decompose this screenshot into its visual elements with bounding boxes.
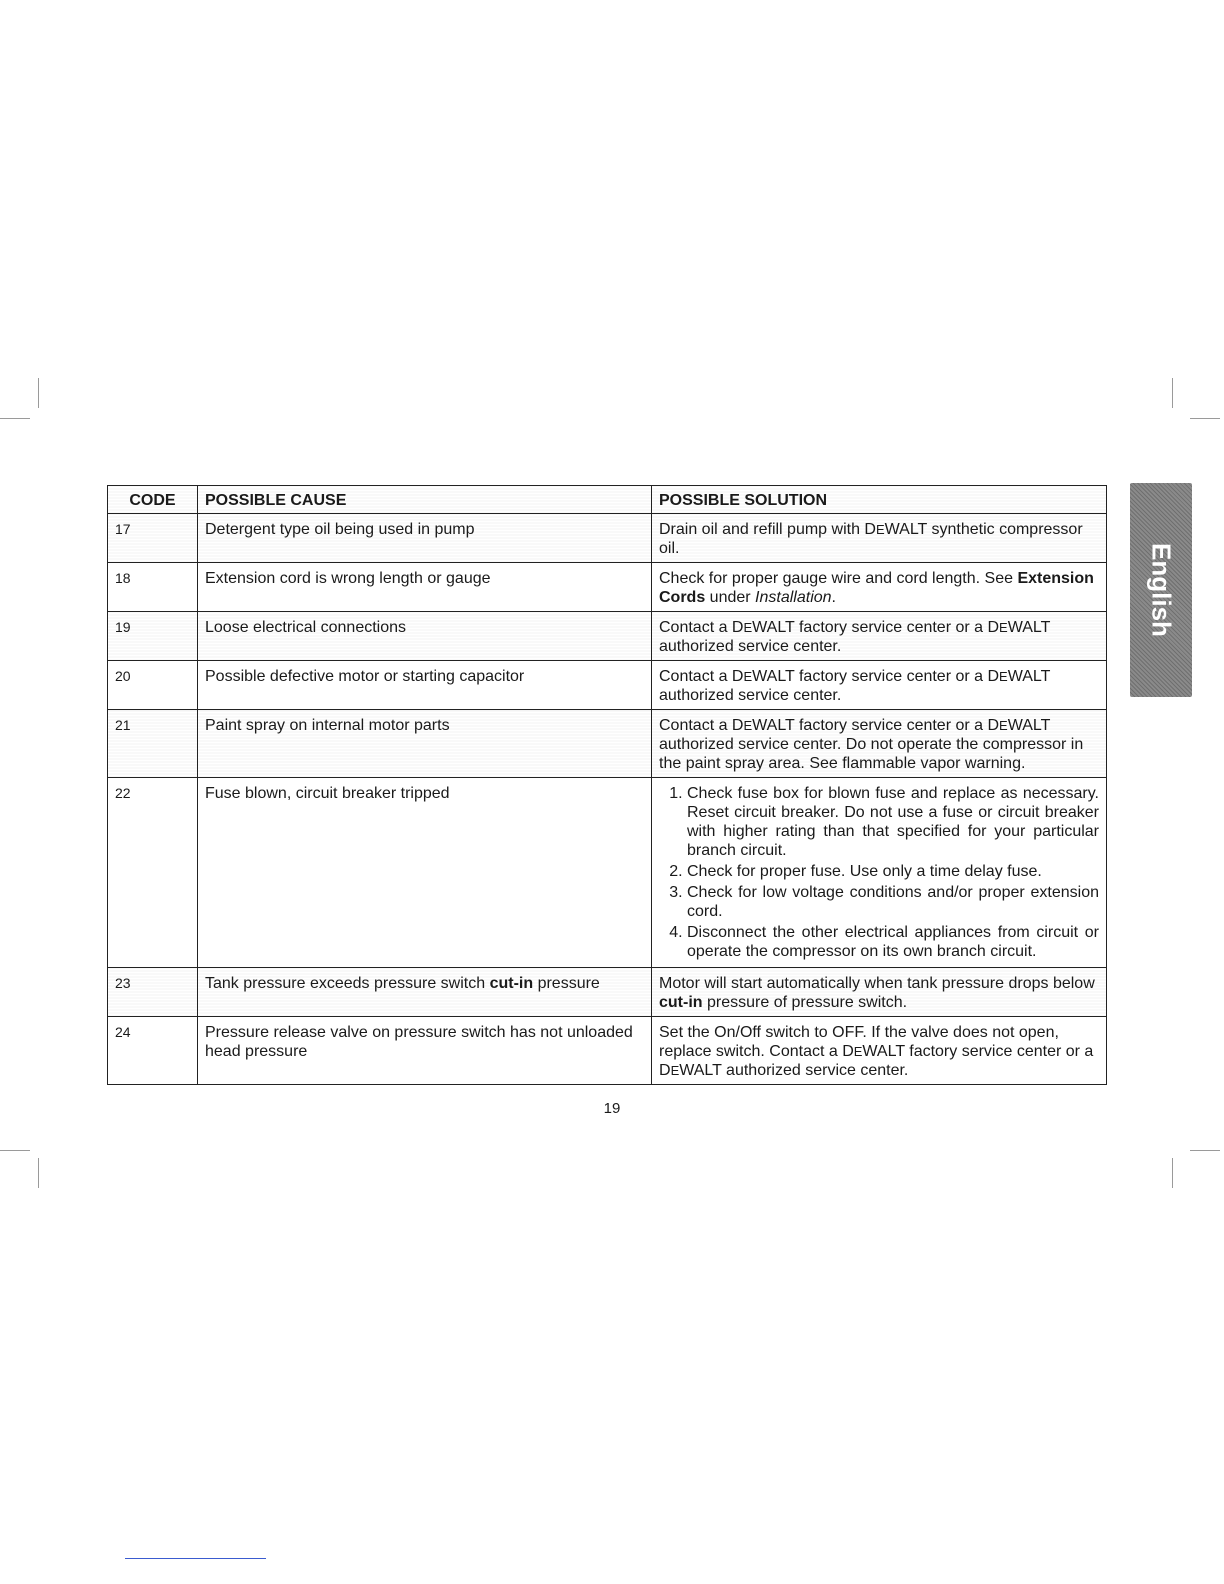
- solution-step: 3. Check for low voltage conditions and/or proper extension cord.: [687, 883, 1099, 921]
- row-solution: Drain oil and refill pump with DEWALT synthetic compressor oil.: [652, 514, 1107, 563]
- solution-step: 1. Check fuse box for blown fuse and replace as necessary. Reset circuit breaker. Do not use a fuse or circuit breaker with higher rating than that specified for your particular branch circuit.: [687, 784, 1099, 860]
- row-cause: Paint spray on internal motor parts: [198, 710, 652, 778]
- crop-mark: [1190, 418, 1220, 419]
- crop-mark: [1190, 1150, 1220, 1151]
- row-cause: Extension cord is wrong length or gauge: [198, 563, 652, 612]
- row-cause: Loose electrical connections: [198, 612, 652, 661]
- page-number: 19: [603, 1100, 621, 1117]
- solution-step: 2. Check for proper fuse. Use only a time delay fuse.: [687, 862, 1099, 881]
- footer-rule: [125, 1558, 266, 1559]
- row-solution: Contact a DEWALT factory service center or a DEWALT authorized service center.: [652, 612, 1107, 661]
- row-code: 22: [108, 778, 198, 968]
- row-cause: Tank pressure exceeds pressure switch cut-in pressure: [198, 968, 652, 1017]
- crop-mark: [0, 418, 30, 419]
- row-solution: Set the On/Off switch to OFF. If the valve does not open, replace switch. Contact a DEWALT factory service center or a DEWALT authorized service center.: [652, 1017, 1107, 1085]
- solution-step: 4. Disconnect the other electrical appliances from circuit or operate the compressor on its own branch circuit.: [687, 923, 1099, 961]
- row-cause: Fuse blown, circuit breaker tripped: [198, 778, 652, 968]
- row-code: 21: [108, 710, 198, 778]
- row-code: 17: [108, 514, 198, 563]
- table-row: [108, 563, 1107, 612]
- crop-mark: [38, 1158, 39, 1188]
- row-code: 19: [108, 612, 198, 661]
- table-row: [108, 661, 1107, 710]
- table-row: [108, 612, 1107, 661]
- row-code: 23: [108, 968, 198, 1017]
- header-possible-solution: POSSIBLE SOLUTION: [652, 486, 1107, 514]
- header-possible-cause: POSSIBLE CAUSE: [198, 486, 652, 514]
- row-solution: Check for proper gauge wire and cord length. See Extension Cords under Installation.: [652, 563, 1107, 612]
- row-solution: [652, 778, 1107, 968]
- row-cause: Possible defective motor or starting capacitor: [198, 661, 652, 710]
- table-row: [108, 710, 1107, 778]
- crop-mark: [1172, 1158, 1173, 1188]
- table-row: [108, 1017, 1107, 1085]
- row-code: 20: [108, 661, 198, 710]
- crop-mark: [38, 378, 39, 408]
- crop-mark: [1172, 378, 1173, 408]
- language-tab: [1130, 483, 1192, 697]
- row-code: 24: [108, 1017, 198, 1085]
- row-solution: Motor will start automatically when tank pressure drops below cut-in pressure of pressure switch.: [652, 968, 1107, 1017]
- row-solution: Contact a DEWALT factory service center or a DEWALT authorized service center.: [652, 661, 1107, 710]
- solution-steps: [659, 784, 1099, 961]
- table-row: [108, 968, 1107, 1017]
- table-header-row: [108, 486, 1107, 514]
- header-code: CODE: [108, 486, 198, 514]
- troubleshooting-table: [107, 485, 1107, 1085]
- row-solution: Contact a DEWALT factory service center or a DEWALT authorized service center. Do not operate the compressor in the paint spray area. See flammable vapor warning.: [652, 710, 1107, 778]
- row-code: 18: [108, 563, 198, 612]
- table-row: [108, 514, 1107, 563]
- crop-mark: [0, 1150, 30, 1151]
- language-tab-label: English: [1146, 543, 1177, 637]
- row-cause: Detergent type oil being used in pump: [198, 514, 652, 563]
- table-row: [108, 778, 1107, 968]
- row-cause: Pressure release valve on pressure switch has not unloaded head pressure: [198, 1017, 652, 1085]
